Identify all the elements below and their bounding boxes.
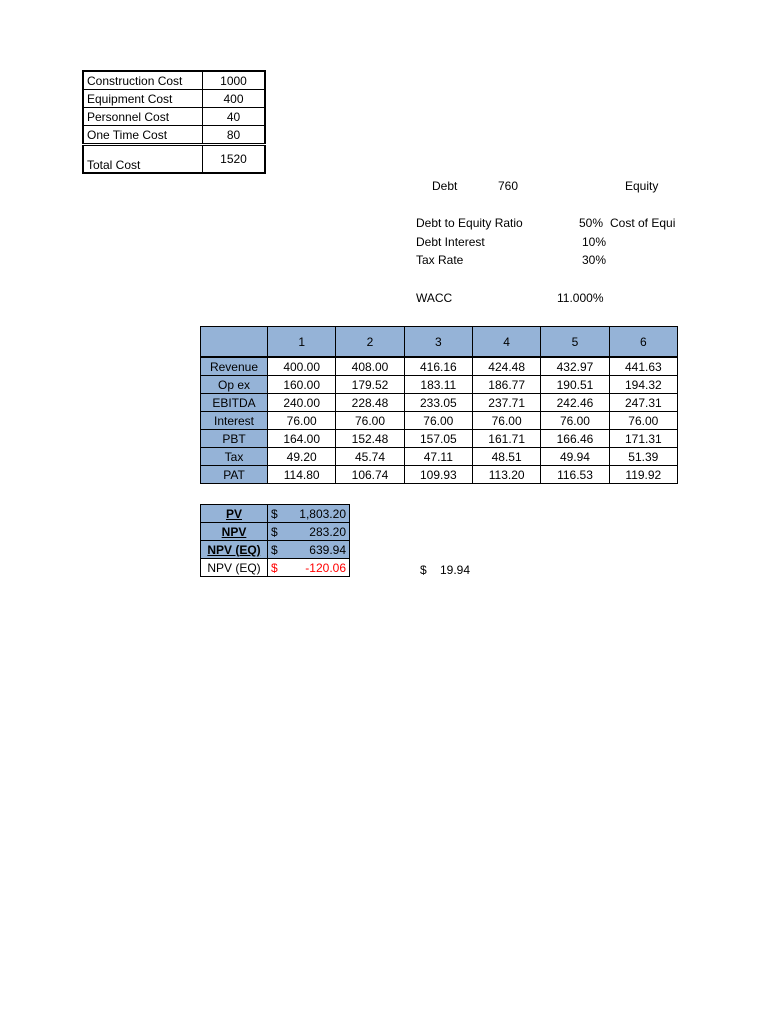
value-cell[interactable]: 242.46 [541, 394, 609, 412]
value-cell[interactable]: 76.00 [404, 412, 472, 430]
value-cell[interactable]: 51.39 [609, 448, 677, 466]
equity-label[interactable]: Equity [625, 179, 659, 193]
value-cell[interactable]: 109.93 [404, 466, 472, 484]
year-header[interactable]: 2 [336, 327, 404, 358]
cost-label[interactable]: Equipment Cost [83, 90, 203, 108]
value-cell[interactable]: 166.46 [541, 430, 609, 448]
currency-symbol: $ [268, 523, 283, 541]
year-header[interactable]: 1 [268, 327, 336, 358]
cost-label[interactable]: Personnel Cost [83, 108, 203, 126]
cost-row [83, 126, 265, 145]
row-label[interactable]: Tax [201, 448, 268, 466]
value-cell[interactable]: 194.32 [609, 376, 677, 394]
value-cell[interactable]: 152.48 [336, 430, 404, 448]
currency-symbol: $ [268, 505, 283, 523]
value-cell[interactable]: 116.53 [541, 466, 609, 484]
value-cell[interactable]: 49.20 [268, 448, 336, 466]
debt-equity-ratio-label[interactable]: Debt to Equity Ratio [416, 216, 523, 230]
value-cell[interactable]: 160.00 [268, 376, 336, 394]
value-cell[interactable]: 114.80 [268, 466, 336, 484]
npv-row [201, 505, 350, 523]
value-cell[interactable]: 247.31 [609, 394, 677, 412]
value-cell[interactable]: 228.48 [336, 394, 404, 412]
row-label[interactable]: EBITDA [201, 394, 268, 412]
debt-equity-ratio-value[interactable]: 50% [579, 216, 604, 230]
cost-label[interactable]: Construction Cost [83, 71, 203, 90]
value-cell[interactable]: 408.00 [336, 357, 404, 376]
value-cell[interactable]: 183.11 [404, 376, 472, 394]
row-label[interactable]: Op ex [201, 376, 268, 394]
projection-row [201, 412, 678, 430]
value-cell[interactable]: 157.05 [404, 430, 472, 448]
cost-label[interactable]: One Time Cost [83, 126, 203, 145]
value-cell[interactable]: 106.74 [336, 466, 404, 484]
npv-row [201, 559, 350, 577]
npv-eq-label[interactable]: NPV (EQ) [201, 541, 268, 559]
value-cell[interactable]: 48.51 [472, 448, 540, 466]
npv-row [201, 541, 350, 559]
debt-interest-value[interactable]: 10% [582, 235, 607, 249]
extra-currency-symbol: $ [420, 563, 427, 577]
value-cell[interactable]: 441.63 [609, 357, 677, 376]
value-cell[interactable]: 76.00 [268, 412, 336, 430]
header-corner-cell[interactable] [201, 327, 268, 358]
year-header[interactable]: 6 [609, 327, 677, 358]
currency-symbol: $ [268, 559, 283, 577]
value-cell[interactable]: 179.52 [336, 376, 404, 394]
projection-table [200, 326, 678, 484]
value-cell[interactable]: 164.00 [268, 430, 336, 448]
value-cell[interactable]: 190.51 [541, 376, 609, 394]
value-cell[interactable]: 45.74 [336, 448, 404, 466]
cost-row [83, 108, 265, 126]
year-header[interactable]: 5 [541, 327, 609, 358]
value-cell[interactable]: 424.48 [472, 357, 540, 376]
projection-row [201, 394, 678, 412]
value-cell[interactable]: 233.05 [404, 394, 472, 412]
total-cost-value[interactable]: 1520 [203, 145, 266, 174]
projection-row [201, 466, 678, 484]
pv-label[interactable]: PV [201, 505, 268, 523]
npv-row [201, 523, 350, 541]
value-cell[interactable]: 113.20 [472, 466, 540, 484]
npv-eq-label[interactable]: NPV (EQ) [201, 559, 268, 577]
value-cell[interactable]: 432.97 [541, 357, 609, 376]
debt-label[interactable]: Debt [432, 179, 458, 193]
npv-eq-amount[interactable]: 639.94 [282, 541, 350, 559]
cost-row [83, 90, 265, 108]
currency-symbol: $ [268, 541, 283, 559]
value-cell[interactable]: 76.00 [609, 412, 677, 430]
value-cell[interactable]: 76.00 [472, 412, 540, 430]
value-cell[interactable]: 186.77 [472, 376, 540, 394]
value-cell[interactable]: 76.00 [336, 412, 404, 430]
value-cell[interactable]: 49.94 [541, 448, 609, 466]
projection-row [201, 448, 678, 466]
row-label[interactable]: PBT [201, 430, 268, 448]
value-cell[interactable]: 240.00 [268, 394, 336, 412]
value-cell[interactable]: 400.00 [268, 357, 336, 376]
value-cell[interactable]: 76.00 [541, 412, 609, 430]
pv-amount[interactable]: 1,803.20 [282, 505, 350, 523]
cost-value[interactable]: 40 [203, 108, 266, 126]
cost-of-equity-label[interactable]: Cost of Equi [610, 216, 676, 230]
wacc-label[interactable]: WACC [416, 291, 453, 305]
value-cell[interactable]: 416.16 [404, 357, 472, 376]
cost-value[interactable]: 1000 [203, 71, 266, 90]
total-cost-label[interactable]: Total Cost [83, 145, 203, 174]
npv-label[interactable]: NPV [201, 523, 268, 541]
projection-row [201, 357, 678, 376]
value-cell[interactable]: 171.31 [609, 430, 677, 448]
row-label[interactable]: Revenue [201, 357, 268, 376]
row-label[interactable]: Interest [201, 412, 268, 430]
extra-amount[interactable]: 19.94 [440, 563, 471, 577]
npv-eq-negative-amount[interactable]: -120.06 [282, 559, 350, 577]
cost-table [82, 70, 266, 174]
cost-value[interactable]: 400 [203, 90, 266, 108]
year-header[interactable]: 4 [472, 327, 540, 358]
wacc-value[interactable]: 11.000% [557, 291, 604, 305]
total-cost-row [83, 145, 265, 174]
value-cell[interactable]: 161.71 [472, 430, 540, 448]
projection-row [201, 430, 678, 448]
cost-row [83, 71, 265, 90]
value-cell[interactable]: 237.71 [472, 394, 540, 412]
debt-interest-label[interactable]: Debt Interest [416, 235, 485, 249]
cost-value[interactable]: 80 [203, 126, 266, 145]
tax-rate-label[interactable]: Tax Rate [416, 253, 464, 267]
npv-amount[interactable]: 283.20 [282, 523, 350, 541]
year-header-row [201, 327, 678, 358]
value-cell[interactable]: 119.92 [609, 466, 677, 484]
year-header[interactable]: 3 [404, 327, 472, 358]
row-label[interactable]: PAT [201, 466, 268, 484]
tax-rate-value[interactable]: 30% [582, 253, 607, 267]
projection-row [201, 376, 678, 394]
debt-value[interactable]: 760 [498, 179, 519, 193]
value-cell[interactable]: 47.11 [404, 448, 472, 466]
npv-table [200, 504, 350, 577]
